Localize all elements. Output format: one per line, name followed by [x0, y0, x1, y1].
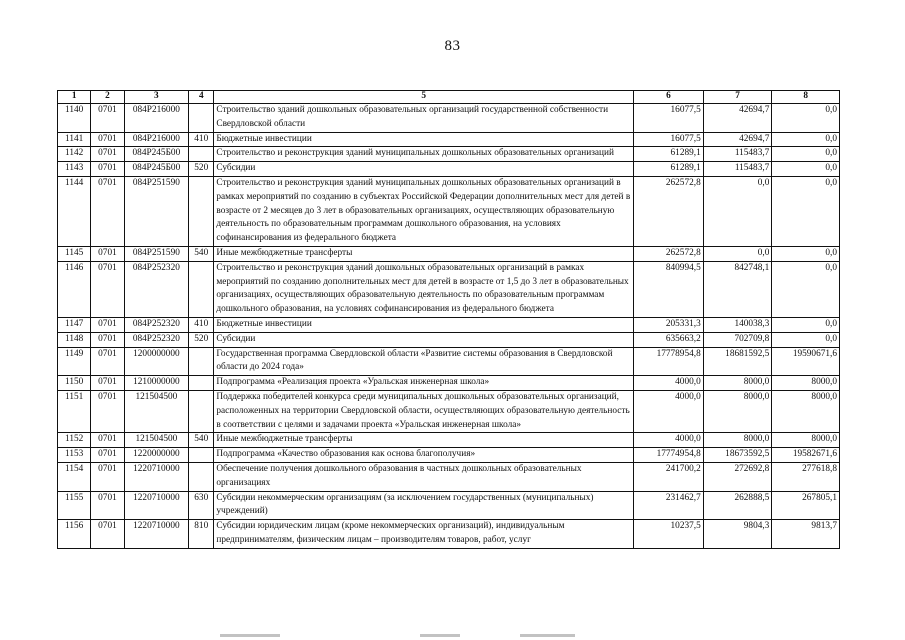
table-row — [58, 104, 840, 133]
budget-table — [57, 90, 840, 549]
header-cell: 1 — [58, 91, 91, 104]
target-code-cell: 1220710000 — [124, 491, 189, 520]
amount-year1-cell: 16077,5 — [634, 104, 704, 133]
header-cell: 7 — [703, 91, 772, 104]
target-code-cell: 084P216000 — [124, 132, 189, 147]
amount-year3-cell: 277618,8 — [772, 462, 840, 491]
expense-type-cell: 540 — [189, 433, 214, 448]
section-cell: 0701 — [91, 376, 124, 391]
table-row — [58, 261, 840, 317]
table-row — [58, 448, 840, 463]
table-row — [58, 332, 840, 347]
section-cell: 0701 — [91, 448, 124, 463]
row-number-cell: 1152 — [58, 433, 91, 448]
section-cell: 0701 — [91, 520, 124, 549]
expense-type-cell: 410 — [189, 317, 214, 332]
amount-year3-cell: 0,0 — [772, 246, 840, 261]
row-name-cell: Строительство зданий дошкольных образовательных организаций государственной собственности Свердловской области — [214, 104, 634, 133]
table-row — [58, 433, 840, 448]
table-body — [58, 104, 840, 549]
header-cell: 2 — [91, 91, 124, 104]
amount-year1-cell: 635663,2 — [634, 332, 704, 347]
amount-year3-cell: 0,0 — [772, 104, 840, 133]
row-name-cell: Бюджетные инвестиции — [214, 317, 634, 332]
amount-year2-cell: 18673592,5 — [703, 448, 772, 463]
section-cell: 0701 — [91, 317, 124, 332]
table-row — [58, 390, 840, 432]
row-name-cell: Обеспечение получения дошкольного образования в частных дошкольных образовательных организациях — [214, 462, 634, 491]
amount-year3-cell: 0,0 — [772, 147, 840, 162]
row-number-cell: 1144 — [58, 176, 91, 246]
row-number-cell: 1154 — [58, 462, 91, 491]
amount-year1-cell: 4000,0 — [634, 376, 704, 391]
expense-type-cell: 540 — [189, 246, 214, 261]
amount-year3-cell: 9813,7 — [772, 520, 840, 549]
row-name-cell: Строительство и реконструкция зданий дошкольных образовательных организаций в рамках мероприятий по созданию дополнительных мест для детей в возрасте от 1,5 до 3 лет в образовательных организациях, осуществляющих образовательную деятельность по образовательным программам дошкольного образования, на условиях софинансирования из федерального бюджета — [214, 261, 634, 317]
expense-type-cell: 630 — [189, 491, 214, 520]
amount-year2-cell: 140038,3 — [703, 317, 772, 332]
section-cell: 0701 — [91, 176, 124, 246]
amount-year3-cell: 0,0 — [772, 162, 840, 177]
row-name-cell: Строительство и реконструкция зданий муниципальных дошкольных образовательных организаций в рамках мероприятий по созданию в субъектах Российской Федерации дополнительных мест для детей в возрасте от 2 месяцев до 3 лет в образовательных организациях, осуществляющих образовательную деятельность по образовательным программам дошкольного образования, на условиях софинансирования из федерального бюджета — [214, 176, 634, 246]
amount-year2-cell: 702709,8 — [703, 332, 772, 347]
section-cell: 0701 — [91, 332, 124, 347]
target-code-cell: 1200000000 — [124, 347, 189, 376]
amount-year1-cell: 17778954,8 — [634, 347, 704, 376]
header-cell: 3 — [124, 91, 189, 104]
amount-year2-cell: 115483,7 — [703, 162, 772, 177]
expense-type-cell — [189, 147, 214, 162]
target-code-cell: 084P216000 — [124, 104, 189, 133]
table-row — [58, 162, 840, 177]
section-cell: 0701 — [91, 433, 124, 448]
table-row — [58, 491, 840, 520]
amount-year3-cell: 0,0 — [772, 317, 840, 332]
row-number-cell: 1146 — [58, 261, 91, 317]
amount-year2-cell: 18681592,5 — [703, 347, 772, 376]
amount-year2-cell: 42694,7 — [703, 104, 772, 133]
amount-year1-cell: 4000,0 — [634, 433, 704, 448]
amount-year3-cell: 0,0 — [772, 132, 840, 147]
row-number-cell: 1150 — [58, 376, 91, 391]
row-number-cell: 1148 — [58, 332, 91, 347]
section-cell: 0701 — [91, 147, 124, 162]
row-number-cell: 1155 — [58, 491, 91, 520]
amount-year1-cell: 16077,5 — [634, 132, 704, 147]
target-code-cell: 1220710000 — [124, 462, 189, 491]
target-code-cell: 1220710000 — [124, 520, 189, 549]
amount-year2-cell: 8000,0 — [703, 390, 772, 432]
amount-year1-cell: 262572,8 — [634, 246, 704, 261]
row-number-cell: 1147 — [58, 317, 91, 332]
row-name-cell: Бюджетные инвестиции — [214, 132, 634, 147]
header-cell: 6 — [634, 91, 704, 104]
row-name-cell: Подпрограмма «Реализация проекта «Уральская инженерная школа» — [214, 376, 634, 391]
section-cell: 0701 — [91, 347, 124, 376]
amount-year2-cell: 8000,0 — [703, 376, 772, 391]
row-name-cell: Субсидии некоммерческим организациям (за исключением государственных (муниципальных) учреждений) — [214, 491, 634, 520]
row-number-cell: 1143 — [58, 162, 91, 177]
section-cell: 0701 — [91, 462, 124, 491]
target-code-cell: 084P251590 — [124, 176, 189, 246]
table-row — [58, 347, 840, 376]
amount-year2-cell: 8000,0 — [703, 433, 772, 448]
amount-year3-cell: 8000,0 — [772, 376, 840, 391]
row-number-cell: 1151 — [58, 390, 91, 432]
amount-year1-cell: 61289,1 — [634, 162, 704, 177]
amount-year2-cell: 262888,5 — [703, 491, 772, 520]
target-code-cell: 084P252320 — [124, 332, 189, 347]
amount-year3-cell: 8000,0 — [772, 433, 840, 448]
row-number-cell: 1153 — [58, 448, 91, 463]
amount-year1-cell: 840994,5 — [634, 261, 704, 317]
section-cell: 0701 — [91, 491, 124, 520]
row-number-cell: 1142 — [58, 147, 91, 162]
amount-year1-cell: 262572,8 — [634, 176, 704, 246]
amount-year3-cell: 19590671,6 — [772, 347, 840, 376]
row-name-cell: Субсидии — [214, 162, 634, 177]
amount-year1-cell: 205331,3 — [634, 317, 704, 332]
expense-type-cell — [189, 390, 214, 432]
expense-type-cell: 520 — [189, 162, 214, 177]
section-cell: 0701 — [91, 261, 124, 317]
expense-type-cell — [189, 347, 214, 376]
amount-year2-cell: 842748,1 — [703, 261, 772, 317]
amount-year2-cell: 115483,7 — [703, 147, 772, 162]
target-code-cell: 084P245Б00 — [124, 162, 189, 177]
table-row — [58, 176, 840, 246]
amount-year3-cell: 8000,0 — [772, 390, 840, 432]
row-number-cell: 1141 — [58, 132, 91, 147]
row-name-cell: Строительство и реконструкция зданий муниципальных дошкольных образовательных организаций — [214, 147, 634, 162]
expense-type-cell — [189, 176, 214, 246]
row-name-cell: Государственная программа Свердловской области «Развитие системы образования в Свердловской области до 2024 года» — [214, 347, 634, 376]
table-header-row — [58, 91, 840, 104]
table-row — [58, 520, 840, 549]
expense-type-cell — [189, 376, 214, 391]
row-name-cell: Субсидии — [214, 332, 634, 347]
amount-year2-cell: 0,0 — [703, 176, 772, 246]
section-cell: 0701 — [91, 132, 124, 147]
amount-year3-cell: 19582671,6 — [772, 448, 840, 463]
amount-year2-cell: 272692,8 — [703, 462, 772, 491]
section-cell: 0701 — [91, 390, 124, 432]
row-number-cell: 1156 — [58, 520, 91, 549]
page-number: 83 — [444, 38, 461, 54]
header-cell: 5 — [214, 91, 634, 104]
section-cell: 0701 — [91, 246, 124, 261]
expense-type-cell: 810 — [189, 520, 214, 549]
target-code-cell: 1210000000 — [124, 376, 189, 391]
row-name-cell: Иные межбюджетные трансферты — [214, 246, 634, 261]
amount-year2-cell: 9804,3 — [703, 520, 772, 549]
row-number-cell: 1149 — [58, 347, 91, 376]
row-name-cell: Поддержка победителей конкурса среди муниципальных дошкольных образовательных организаций, расположенных на территории Свердловской области, осуществляющих образовательную деятельность в соответствии с целями и задачами проекта «Уральская инженерная школа» — [214, 390, 634, 432]
amount-year1-cell: 241700,2 — [634, 462, 704, 491]
amount-year3-cell: 0,0 — [772, 261, 840, 317]
amount-year3-cell: 0,0 — [772, 176, 840, 246]
table-row — [58, 132, 840, 147]
expense-type-cell — [189, 462, 214, 491]
target-code-cell: 084P245Б00 — [124, 147, 189, 162]
amount-year1-cell: 10237,5 — [634, 520, 704, 549]
target-code-cell: 084P252320 — [124, 317, 189, 332]
amount-year2-cell: 0,0 — [703, 246, 772, 261]
header-cell: 4 — [189, 91, 214, 104]
expense-type-cell — [189, 448, 214, 463]
header-cell: 8 — [772, 91, 840, 104]
row-number-cell: 1140 — [58, 104, 91, 133]
table-row — [58, 376, 840, 391]
section-cell: 0701 — [91, 162, 124, 177]
table-row — [58, 462, 840, 491]
target-code-cell: 084P251590 — [124, 246, 189, 261]
amount-year3-cell: 0,0 — [772, 332, 840, 347]
target-code-cell: 121504500 — [124, 390, 189, 432]
amount-year2-cell: 42694,7 — [703, 132, 772, 147]
row-name-cell: Подпрограмма «Качество образования как основа благополучия» — [214, 448, 634, 463]
expense-type-cell: 520 — [189, 332, 214, 347]
target-code-cell: 121504500 — [124, 433, 189, 448]
scan-edge-marks — [0, 628, 905, 640]
amount-year1-cell: 231462,7 — [634, 491, 704, 520]
section-cell: 0701 — [91, 104, 124, 133]
target-code-cell: 084P252320 — [124, 261, 189, 317]
expense-type-cell — [189, 104, 214, 133]
amount-year1-cell: 17774954,8 — [634, 448, 704, 463]
amount-year3-cell: 267805,1 — [772, 491, 840, 520]
expense-type-cell — [189, 261, 214, 317]
table-row — [58, 317, 840, 332]
row-name-cell: Субсидии юридическим лицам (кроме некоммерческих организаций), индивидуальным предпринимателям, физическим лицам – производителям товаров, работ, услуг — [214, 520, 634, 549]
row-name-cell: Иные межбюджетные трансферты — [214, 433, 634, 448]
expense-type-cell: 410 — [189, 132, 214, 147]
target-code-cell: 1220000000 — [124, 448, 189, 463]
row-number-cell: 1145 — [58, 246, 91, 261]
table-row — [58, 147, 840, 162]
table-row — [58, 246, 840, 261]
amount-year1-cell: 4000,0 — [634, 390, 704, 432]
amount-year1-cell: 61289,1 — [634, 147, 704, 162]
